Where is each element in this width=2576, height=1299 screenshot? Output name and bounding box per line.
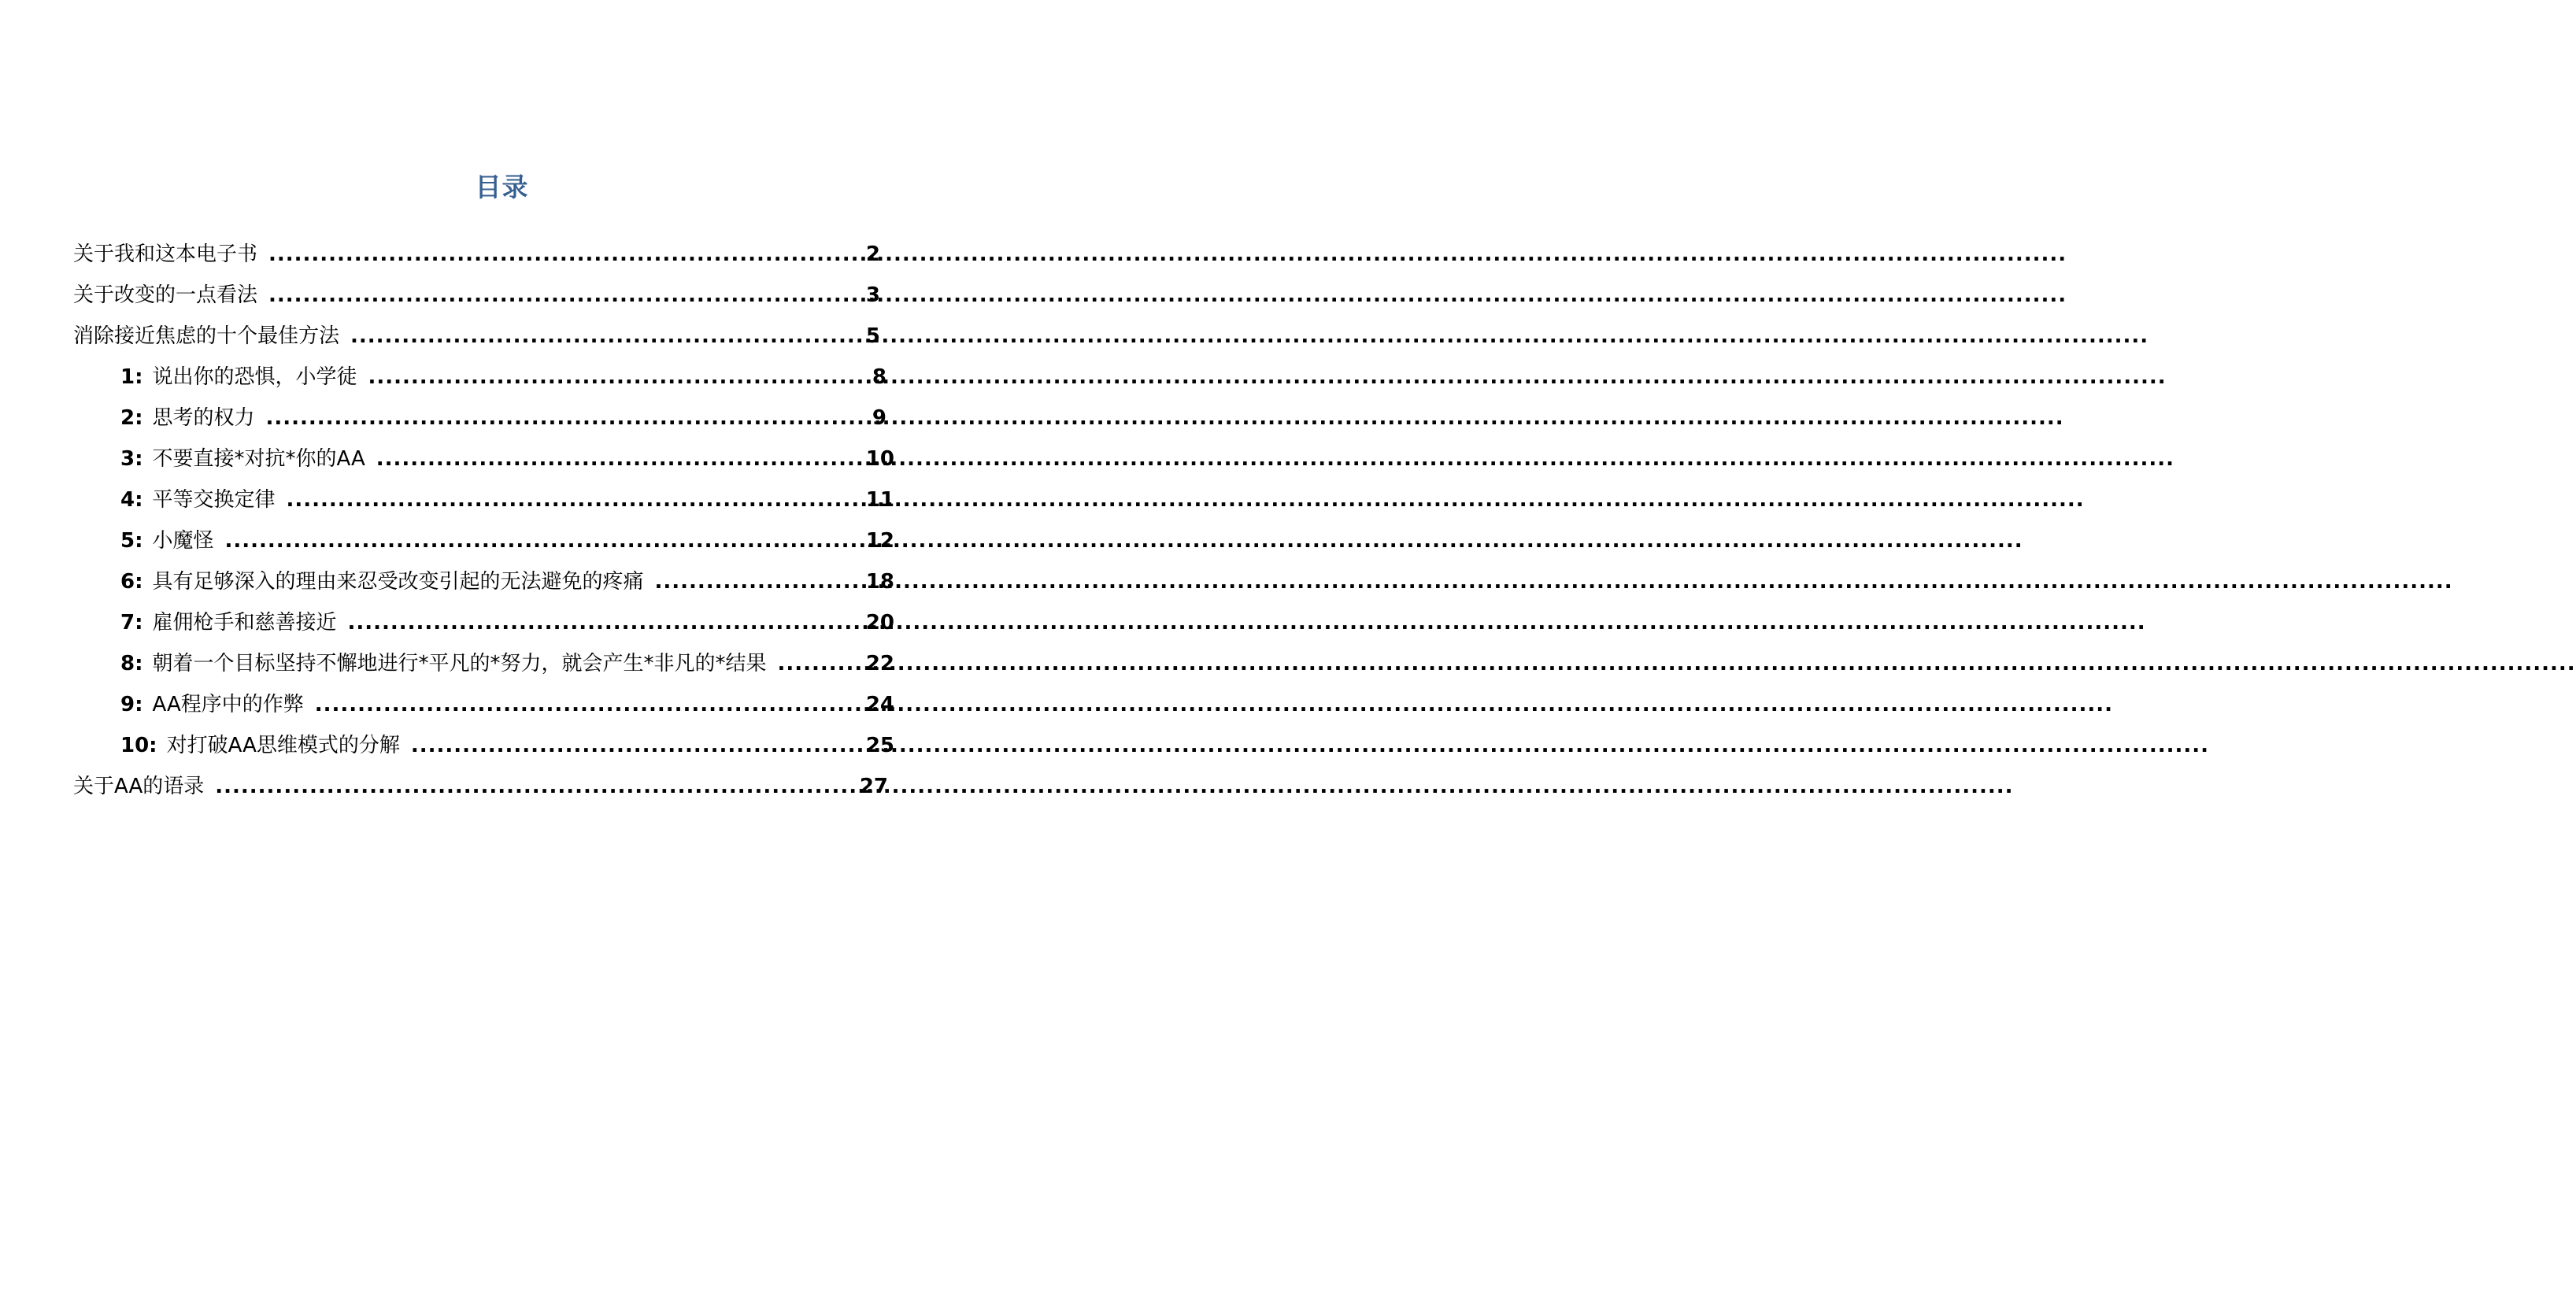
toc-page-number: 27 (859, 775, 888, 798)
toc-page-number: 5 (865, 324, 880, 348)
toc-entry-text: 雇佣枪手和慈善接近 (152, 611, 337, 635)
toc-entry-number: 6: (120, 570, 143, 594)
toc-dot-leader (215, 773, 858, 800)
toc-entry-number: 9: (120, 693, 143, 716)
toc-page-number: 25 (865, 734, 894, 757)
toc-entry-number: 1: (120, 365, 143, 389)
toc-entry-number: 10: (120, 734, 157, 757)
toc-page-number: 20 (865, 611, 894, 635)
toc-entry-text: 关于我和这本电子书 (73, 242, 258, 266)
toc-entry-text: 说出你的恐惧，小学徒 (152, 365, 357, 389)
toc-page-number: 3 (865, 283, 880, 307)
toc-entry[interactable] (73, 691, 894, 732)
toc-dot-leader (315, 691, 864, 718)
document-page (0, 0, 1004, 1299)
toc-entry-text: 思考的权力 (152, 406, 255, 430)
toc-page-number: 8 (872, 365, 886, 389)
toc-entry-text: 对打破AA思维模式的分解 (166, 734, 400, 757)
toc-entry-text: 具有足够深入的理由来忍受改变引起的无法避免的疼痛 (152, 570, 644, 594)
toc-title: 目录 (475, 172, 529, 202)
toc-entry[interactable] (73, 364, 886, 405)
toc-entry-text: 朝着一个目标坚持不懈地进行*平凡的*努力，就会产生*非凡的*结果 (152, 652, 767, 675)
toc-page-number: 12 (865, 529, 894, 553)
toc-entry[interactable] (73, 773, 888, 814)
toc-dot-leader (368, 364, 871, 390)
toc-entry-text: 消除接近焦虑的十个最佳方法 (73, 324, 340, 348)
toc-dot-leader (225, 527, 864, 554)
toc-dot-leader (287, 487, 864, 513)
toc-entry[interactable] (73, 732, 894, 773)
toc-dot-leader (268, 241, 864, 268)
toc-entry[interactable] (73, 609, 894, 650)
toc-entry[interactable] (73, 487, 894, 527)
toc-dot-leader (348, 609, 864, 636)
toc-list (73, 241, 892, 814)
toc-entry[interactable] (73, 323, 880, 364)
toc-entry-number: 2: (120, 406, 143, 430)
toc-entry-number: 7: (120, 611, 143, 635)
toc-page-number: 18 (865, 570, 894, 594)
toc-page-number: 2 (865, 242, 880, 266)
toc-page-number: 22 (865, 652, 894, 675)
toc-dot-leader (376, 446, 864, 472)
toc-dot-leader (268, 282, 864, 309)
toc-entry[interactable] (73, 282, 880, 323)
toc-entry-number: 8: (120, 652, 143, 675)
toc-entry-text: 关于AA的语录 (73, 775, 205, 798)
toc-page-number: 24 (865, 693, 894, 716)
toc-entry[interactable] (73, 568, 894, 609)
toc-entry-text: 小魔怪 (152, 529, 214, 553)
toc-dot-leader (350, 323, 864, 350)
toc-dot-leader (266, 405, 871, 431)
toc-entry-number: 5: (120, 529, 143, 553)
toc-entry[interactable] (73, 241, 880, 282)
toc-entry[interactable] (73, 446, 894, 487)
toc-page-number: 11 (865, 488, 894, 512)
toc-entry-text: 平等交换定律 (152, 488, 276, 512)
toc-entry[interactable] (73, 650, 894, 691)
toc-dot-leader (778, 650, 864, 677)
toc-entry-text: 不要直接*对抗*你的AA (152, 447, 365, 471)
toc-page-number: 10 (865, 447, 894, 471)
toc-entry-number: 4: (120, 488, 143, 512)
toc-dot-leader (655, 568, 864, 595)
toc-dot-leader (411, 732, 864, 759)
toc-entry[interactable] (73, 405, 886, 446)
toc-entry-text: 关于改变的一点看法 (73, 283, 258, 307)
toc-page-number: 9 (872, 406, 886, 430)
toc-entry-text: AA程序中的作弊 (152, 693, 304, 716)
toc-entry-number: 3: (120, 447, 143, 471)
toc-entry[interactable] (73, 527, 894, 568)
